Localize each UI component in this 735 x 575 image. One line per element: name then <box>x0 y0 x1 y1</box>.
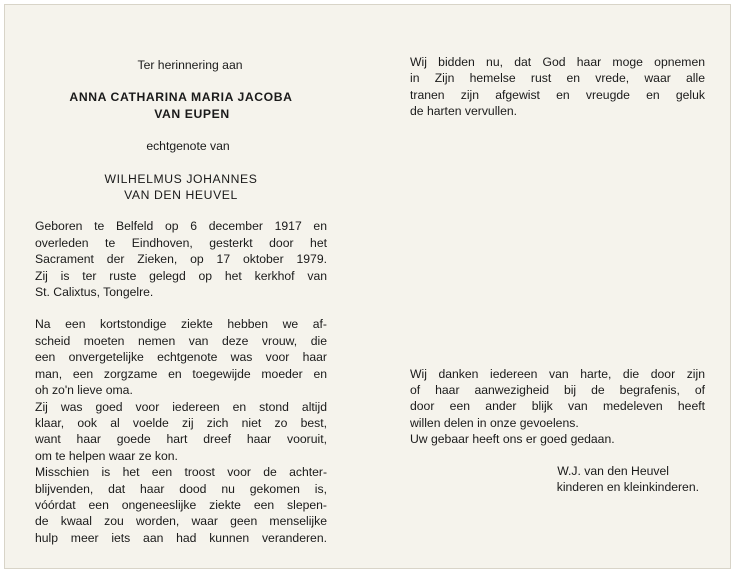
consolation-line: blijvenden, dat haar dood nu gekomen is, <box>35 481 327 496</box>
thanks-line: Uw gebaar heeft ons er goed gedaan. <box>410 432 615 447</box>
thanks-paragraph <box>410 366 705 448</box>
consolation-line: Misschien is het een troost voor de achter- <box>35 465 327 480</box>
prayer-paragraph <box>410 54 705 120</box>
thanks-line: Wij danken iedereen van harte, die door zijn <box>410 366 705 381</box>
right-panel <box>410 54 705 495</box>
deceased-name-line2: VAN EUPEN <box>154 106 230 121</box>
prayer-line: in Zijn hemelse rust en vrede, waar alle <box>410 71 705 86</box>
spouse-name-line2: VAN DEN HEUVEL <box>124 188 238 203</box>
thanks-line: willen delen in onze gevoelens. <box>410 415 579 430</box>
memorial-card <box>4 4 731 569</box>
spouse-intro: echtgenote van <box>146 139 230 154</box>
farewell-line: Na een kortstondige ziekte hebben we af- <box>35 317 327 332</box>
prayer-line: Wij bidden nu, dat God haar moge opnemen <box>410 55 705 69</box>
thanks-line: of haar aanwezigheid bij de begrafenis, of <box>410 383 705 398</box>
bio-line: overleden te Eindhoven, gesterkt door het <box>35 235 327 250</box>
character-line: klaar, ook al voelde zij zich niet zo best, <box>35 415 327 430</box>
character-line: om te helpen waar ze kon. <box>35 448 178 463</box>
character-line: want haar goede hart dreef haar vooruit, <box>35 432 327 447</box>
thanks-line: door een ander blijk van medeleven heeft <box>410 399 705 414</box>
signature-family: kinderen en kleinkinderen. <box>556 480 699 495</box>
farewell-line: man, een zorgzame en toegewijde moeder en <box>35 366 327 381</box>
paragraph-farewell <box>35 316 327 398</box>
farewell-line: scheid moeten nemen van deze vrouw, die <box>35 333 327 348</box>
consolation-line: vóórdat een ongeneeslijke ziekte een slepen- <box>35 497 327 512</box>
farewell-line: een onvergetelijke echtgenote was voor haar <box>35 350 327 365</box>
character-line: Zij was goed voor iedereen en stond altijd <box>35 399 327 414</box>
bio-line: St. Calixtus, Tongelre. <box>35 285 154 300</box>
intro-text: Ter herinnering aan <box>137 58 243 72</box>
bio-line: Geboren te Belfeld op 6 december 1917 en <box>35 219 327 234</box>
paragraph-character <box>35 399 327 465</box>
consolation-line: de kwaal zou worden, waar geen menselijke <box>35 514 327 529</box>
bio-line: Sacrament der Zieken, op 17 oktober 1979. <box>35 252 327 267</box>
bio-line: Zij is ter ruste gelegd op het kerkhof van <box>35 268 327 283</box>
left-panel <box>35 57 327 546</box>
paragraph-consolation <box>35 464 327 546</box>
spouse-name-line1: WILHELMUS JOHANNES <box>104 171 258 186</box>
signature-block <box>410 463 705 496</box>
prayer-line: tranen zijn afgewist en vreugde en geluk <box>410 87 705 102</box>
farewell-line: oh zo'n lieve oma. <box>35 383 133 398</box>
deceased-name-line1: ANNA CATHARINA MARIA JACOBA <box>69 90 293 105</box>
consolation-line: hulp meer iets aan had kunnen veranderen. <box>35 530 327 545</box>
bio-paragraph <box>35 218 327 300</box>
signature-name: W.J. van den Heuvel <box>557 463 669 478</box>
prayer-line: de harten vervullen. <box>410 104 518 119</box>
